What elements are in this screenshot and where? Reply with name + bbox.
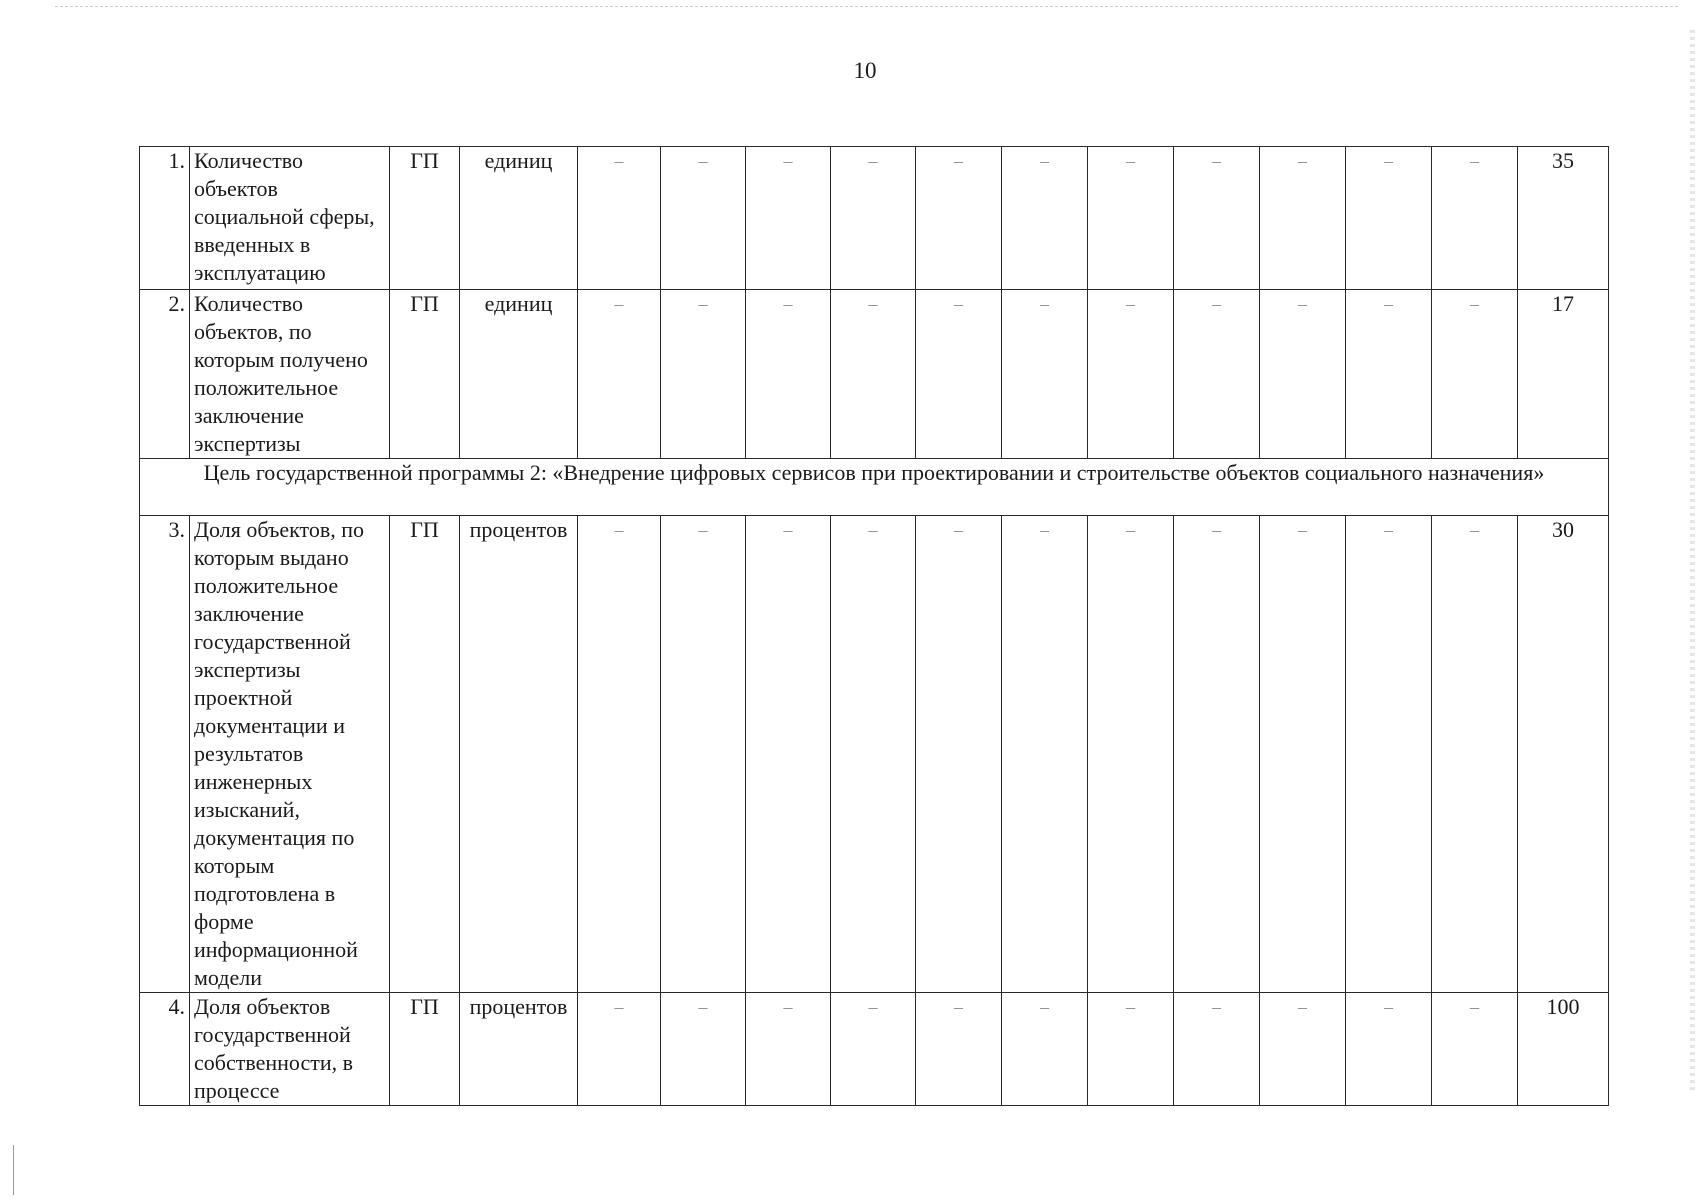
row-number: 2. — [140, 290, 190, 459]
value-cell: – — [1002, 993, 1088, 1106]
value-cell: – — [916, 290, 1002, 459]
row-number: 1. — [140, 147, 190, 290]
value-cell: – — [1260, 147, 1346, 290]
value-cell: – — [661, 993, 746, 1106]
indicator-name: Доля объектов, по которым выдано положительное заключение государственной экспертизы проектной документации и результатов инженерных изысканий, документация по которым подготовлена в форме информационной модели — [190, 516, 390, 993]
value-cell: – — [1260, 993, 1346, 1106]
scan-right-edge — [1690, 30, 1695, 1090]
indicator-level: ГП — [390, 516, 460, 993]
value-cell: – — [1432, 290, 1518, 459]
unit-of-measure: процентов — [460, 993, 578, 1106]
value-cell: – — [1174, 516, 1260, 993]
indicator-name: Количество объектов социальной сферы, введенных в эксплуатацию — [190, 147, 390, 290]
target-value: 35 — [1518, 147, 1609, 290]
value-cell: – — [1088, 147, 1174, 290]
indicator-level: ГП — [390, 993, 460, 1106]
value-cell: – — [1346, 290, 1432, 459]
value-cell: – — [831, 290, 916, 459]
target-value: 30 — [1518, 516, 1609, 993]
row-number: 3. — [140, 516, 190, 993]
target-value: 100 — [1518, 993, 1609, 1106]
value-cell: – — [916, 147, 1002, 290]
value-cell: – — [578, 147, 661, 290]
value-cell: – — [746, 290, 831, 459]
value-cell: – — [661, 290, 746, 459]
value-cell: – — [1260, 290, 1346, 459]
value-cell: – — [916, 993, 1002, 1106]
value-cell: – — [1432, 516, 1518, 993]
value-cell: – — [746, 147, 831, 290]
value-cell: – — [746, 993, 831, 1106]
page-number: 10 — [853, 58, 877, 83]
value-cell: – — [1002, 516, 1088, 993]
table-row — [140, 993, 1609, 1106]
value-cell: – — [1432, 147, 1518, 290]
value-cell: – — [1174, 147, 1260, 290]
unit-of-measure: единиц — [460, 290, 578, 459]
value-cell: – — [661, 147, 746, 290]
value-cell: – — [831, 993, 916, 1106]
value-cell: – — [1346, 516, 1432, 993]
value-cell: – — [1088, 993, 1174, 1106]
value-cell: – — [1346, 993, 1432, 1106]
indicators-table — [139, 146, 1609, 1106]
value-cell: – — [578, 516, 661, 993]
table-row — [140, 290, 1609, 459]
goal-row — [140, 459, 1609, 516]
value-cell: – — [1002, 290, 1088, 459]
value-cell: – — [1088, 516, 1174, 993]
row-number: 4. — [140, 993, 190, 1106]
value-cell: – — [578, 290, 661, 459]
table-row — [140, 147, 1609, 290]
program-goal-2: Цель государственной программы 2: «Внедрение цифровых сервисов при проектировании и строительстве объектов социального назначения» — [140, 459, 1609, 516]
value-cell: – — [1346, 147, 1432, 290]
value-cell: – — [1174, 290, 1260, 459]
value-cell: – — [746, 516, 831, 993]
value-cell: – — [1088, 290, 1174, 459]
target-value: 17 — [1518, 290, 1609, 459]
value-cell: – — [1432, 993, 1518, 1106]
value-cell: – — [1260, 516, 1346, 993]
value-cell: – — [1174, 993, 1260, 1106]
unit-of-measure: процентов — [460, 516, 578, 993]
unit-of-measure: единиц — [460, 147, 578, 290]
value-cell: – — [916, 516, 1002, 993]
table-row — [140, 516, 1609, 993]
value-cell: – — [661, 516, 746, 993]
indicator-level: ГП — [390, 290, 460, 459]
indicator-name: Доля объектов государственной собственности, в процессе — [190, 993, 390, 1106]
value-cell: – — [831, 147, 916, 290]
value-cell: – — [1002, 147, 1088, 290]
value-cell: – — [831, 516, 916, 993]
value-cell: – — [578, 993, 661, 1106]
indicator-name: Количество объектов, по которым получено положительное заключение экспертизы — [190, 290, 390, 459]
scan-left-mark — [13, 1145, 14, 1195]
scan-top-edge — [55, 6, 1678, 7]
indicator-level: ГП — [390, 147, 460, 290]
